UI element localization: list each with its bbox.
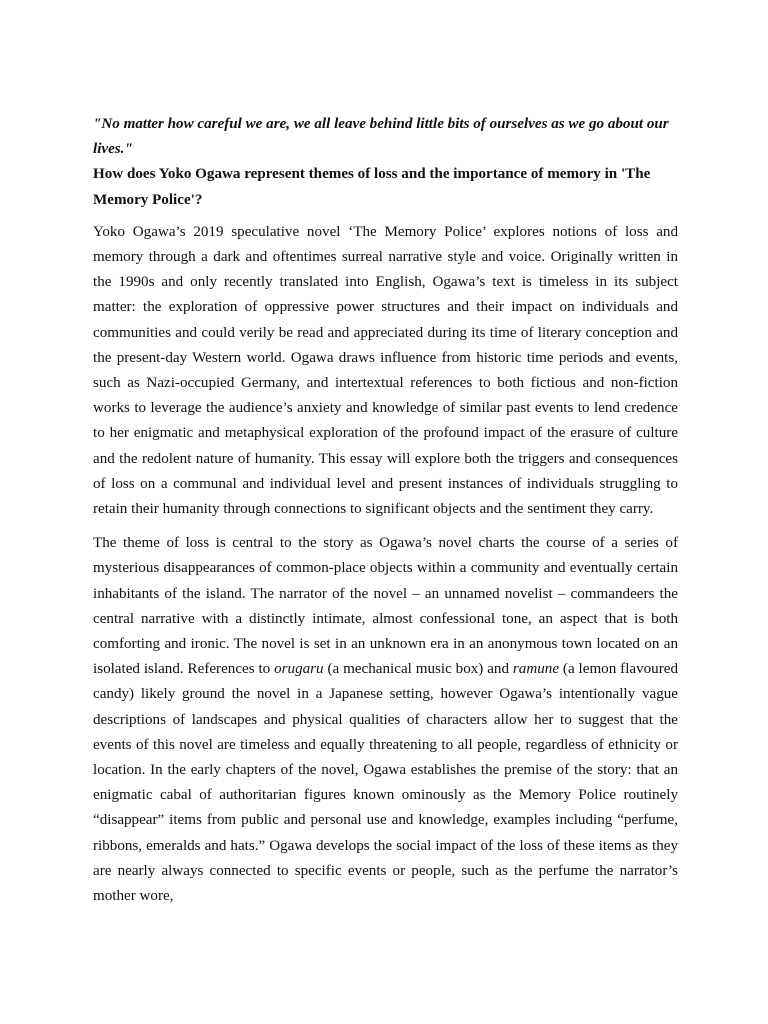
term-ramune: ramune <box>512 661 560 678</box>
paragraph-intro: Yoko Ogawa’s 2019 speculative novel ‘The Memory Police’ explores notions of loss and memory through a dark and oftentimes surreal narrative style and voice. Originally written in the 1990s and only recently translated into English, Ogawa’s text is timeless in its subject matter: the exploration of oppressive power structures and their impact on individuals and communities and could verily be read and appreciated during its time of literary conception and the present-day Western world. Ogawa draws influence from historic time periods and events, such as Nazi-occupied Germany, and intertextual references to both fictious and non-fiction works to leverage the audience’s anxiety and knowledge of similar past events to lend credence to her enigmatic and metaphysical exploration of the profound impact of the erasure of culture and the redolent nature of humanity. This essay will explore both the triggers and consequences of loss on a communal and individual level and present instances of individuals struggling to retain their humanity through connections to significant objects and the sentiment they carry. <box>93 223 678 518</box>
epigraph-quote: "No matter how careful we are, we all leave behind little bits of ourselves as we go about our lives." <box>93 116 669 158</box>
essay-question: How does Yoko Ogawa represent themes of loss and the importance of memory in 'The Memory Police'? <box>93 166 651 208</box>
paragraph-loss <box>93 531 678 909</box>
paragraph-loss-text-1: The theme of loss is central to the story as Ogawa’s novel charts the course of a series of mysterious disappearances of common-place objects within a community and eventually certain inhabitants of the island. The narrator of the novel – an unnamed novelist – commandeers the central narrative with a distinctly intimate, almost confessional tone, an aspect that is both comforting and ironic. The novel is set in an unknown era in an anonymous town located on an isolated island. References to <box>93 535 678 678</box>
document-page <box>93 112 678 909</box>
term-orugaru: orugaru <box>274 661 324 678</box>
paragraph-loss-text-2: (a mechanical music box) and <box>323 661 513 678</box>
paragraph-loss-text-3: (a lemon flavoured candy) likely ground the novel in a Japanese setting, however Ogawa’s intentionally vague descriptions of landscapes and physical qualities of characters allow her to suggest that the events of this novel are timeless and equally threatening to all people, regardless of ethnicity or location. In the early chapters of the novel, Ogawa establishes the premise of the story: that an enigmatic cabal of authoritarian figures known ominously as the Memory Police routinely “disappear” items from public and personal use and knowledge, examples including “perfume, ribbons, emeralds and hats.” Ogawa develops the social impact of the loss of these items as they are nearly always connected to specific events or people, such as the perfume the narrator’s mother wore, <box>93 661 679 905</box>
